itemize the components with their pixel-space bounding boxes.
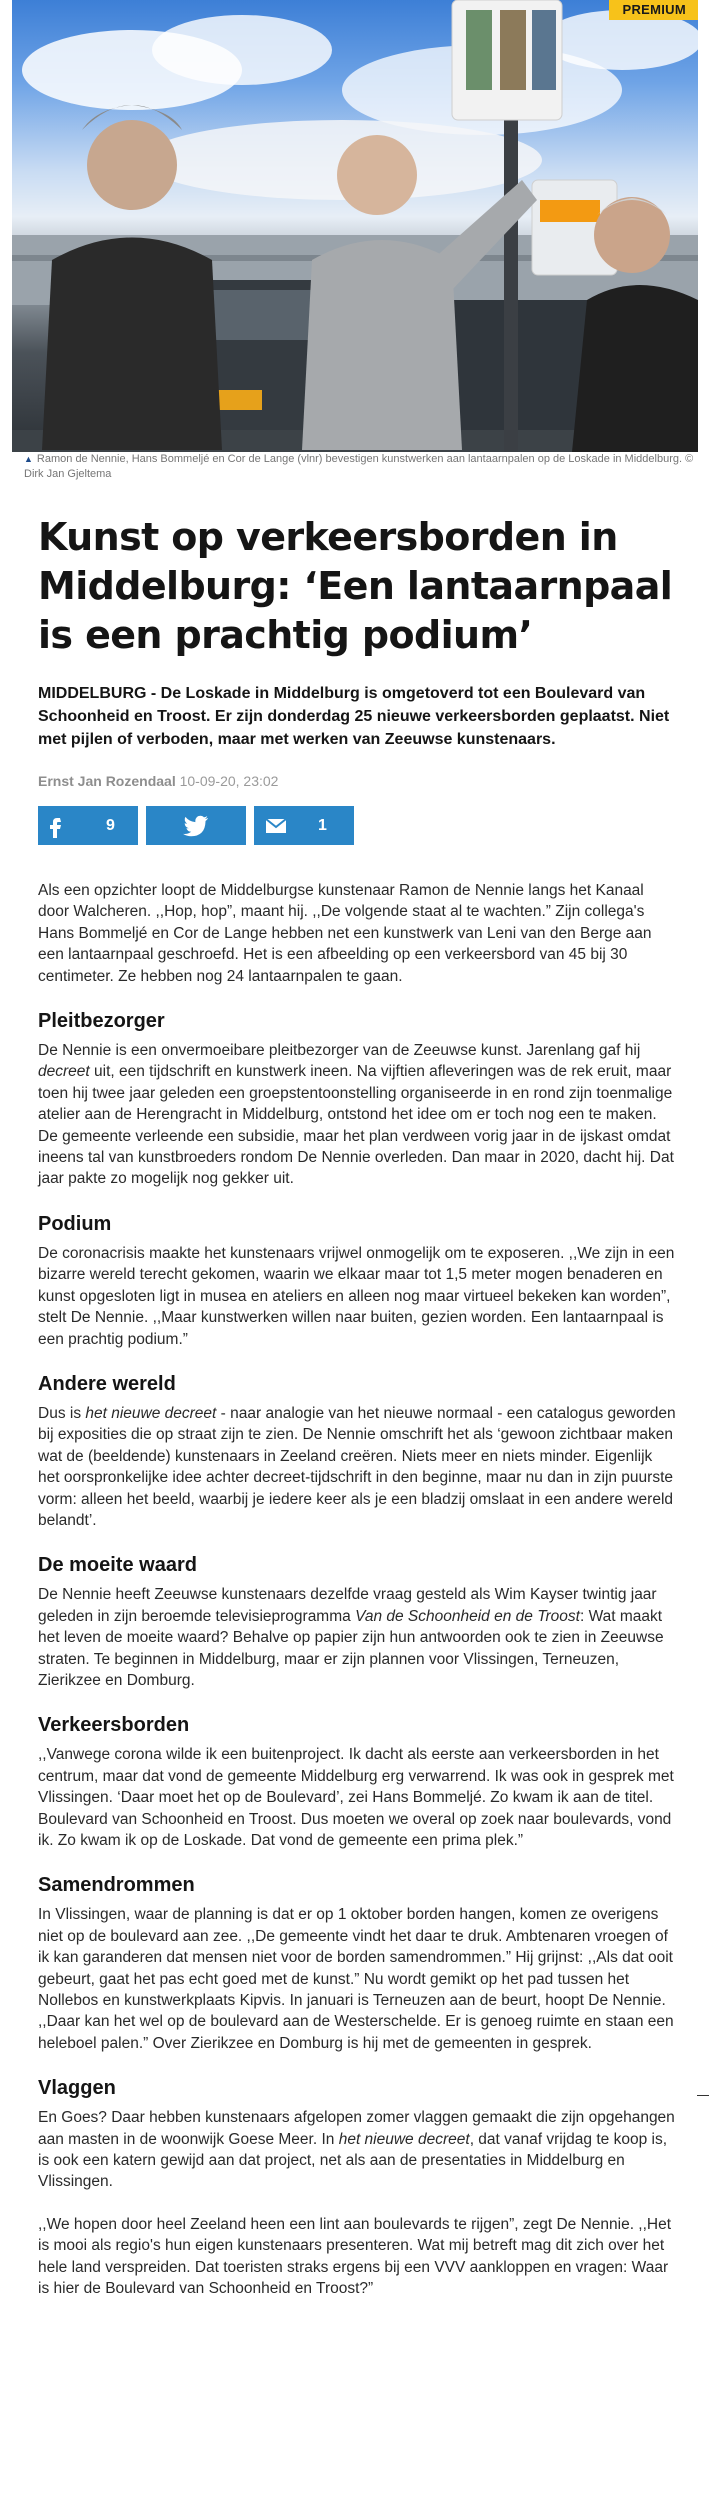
subheading-pleitbezorger: Pleitbezorger xyxy=(38,1010,165,1033)
article-headline: Kunst op verkeersborden in Middelburg: ‘Een lantaarnpaal is een prachtig podium’ xyxy=(38,515,673,657)
subheading-samendrommen: Samendrommen xyxy=(38,1874,195,1897)
paragraph-vlaggen: En Goes? Daar hebben kunstenaars afgelopen zomer vlaggen gemaakt die zijn opgehangen aan masten in de woonwijk Goese Meer. In het nieuwe decreet, dat vanaf vrijdag te koop is, is ook een katern gewijd aan dat project, net als aan de presentaties in Middelburg en Vlissingen. xyxy=(38,2109,675,2191)
paragraph-samendrommen: In Vlissingen, waar de planning is dat er op 1 oktober borden hangen, komen ze overigens niet op de boulevard aan zee. ,,De gemeente vindt het daar te druk. Ambtenaren vroegen of ik kan garanderen dat mensen niet voor de borden samendrommen.” Hij grijnst: ,,Als dat ooit gebeurt, gaat het pas echt goed met de kunst.” Nu wordt gemikt op het pad tussen het Nollebos en kunstwerkplaats Kipvis. In januari is Terneuzen aan de beurt, hoopt De Nennie. ,,Daar kan het wel op de boulevard aan de Westerschelde. Er is genoeg ruimte en staan een heleboel palen.” Over Zierikzee en Domburg is hij met de gemeenten in gesprek. xyxy=(38,1906,674,2052)
nieuwe-decreet-title-2: het nieuwe decreet xyxy=(338,2130,470,2148)
twitter-icon xyxy=(183,815,209,837)
premium-badge: PREMIUM xyxy=(609,0,699,20)
article-lead: MIDDELBURG - De Loskade in Middelburg is omgetoverd tot een Boulevard van Schoonheid en Troost. Er zijn donderdag 25 nieuwe verkeersborden geplaatst. Niet met pijlen of verboden, maar met werken van Zeeuwse kunstenaars. xyxy=(38,685,670,748)
subheading-podium: Podium xyxy=(38,1212,112,1235)
publish-datetime: 10-09-20, 23:02 xyxy=(179,773,279,789)
facebook-share-button[interactable] xyxy=(38,806,138,845)
article-body xyxy=(38,880,678,2321)
paragraph-closing: ,,We hopen door heel Zeeland heen een lint aan boulevards te rijgen”, zegt De Nennie. ,,Het is mooi als regio's hun eigen kunstenaars presenteren. Wat mij betreft mag dit zich over het hele land verspreiden. Dat toeristen straks ergens bij een VVV aankloppen en vragen: Waar is hier de Boulevard van Schoonheid en Troost?” xyxy=(38,2215,672,2298)
edge-marker xyxy=(697,2095,709,2096)
paragraph-intro: Als een opzichter loopt de Middelburgse kunstenaar Ramon de Nennie langs het Kanaal door Walcheren. ,,Hop, hop”, maant hij. ,,De volgende staat al te wachten.” Zijn collega's Hans Bommeljé en Cor de Lange hebben net een kunstwerk van Leni van den Berge aan een lantaarnpaal geschroefd. Het is een afbeelding op een verkeersbord van 45 bij 30 centimeter. Ze hebben nog 24 lantaarnpalen te gaan. xyxy=(38,882,652,985)
paragraph-podium: De coronacrisis maakte het kunstenaars vrijwel onmogelijk om te exposeren. ,,We zijn in een bizarre wereld terecht gekomen, waarin we elkaar maar tot 1,5 meter mogen benaderen en kunst opgesloten ligt in musea en ateliers en alleen nog maar virtueel bekeken kan worden”, stelt De Nennie. ,,Maar kunstwerken willen naar buiten, gezien worden. Een lantaarnpaal is een prachtig podium.” xyxy=(38,1244,675,1348)
hero-illustration xyxy=(12,0,698,452)
paragraph-pleitbezorger: De Nennie is een onvermoeibare pleitbezorger van de Zeeuwse kunst. Jarenlang gaf hij decreet uit, een tijdschrift en kunstwerk ineen. Na vijftien afleveringen was de rek eruit, maar toen hij twee jaar geleden een groepstentoonstelling organiseerde in en rond zijn toenmalige atelier aan de Herengracht in Middelburg, ontstond het idee om er toch nog een te maken. De gemeente verleende een subsidie, maar het plan verdween vorig jaar in de ijskast omdat ineens tal van kunstbroeders rondom De Nennie overleden. Dan maar in 2020, dacht hij. Dat jaar pakte zo mogelijk nog gekker uit. xyxy=(38,1042,674,1188)
mail-icon xyxy=(254,815,294,837)
subheading-andere-wereld: Andere wereld xyxy=(38,1372,176,1395)
decreet-title: decreet xyxy=(38,1063,90,1081)
paragraph-andere-wereld: Dus is het nieuwe decreet - naar analogie van het nieuwe normaal - een catalogus geworden bij exposities die op straat zijn te zien. De Nennie omschrift het als ‘gewoon zichtbaar maken wat de (beeldende) kunstenaars in Zeeland creëren. Niets meer en niets minder. Eigenlijk het oorspronkelijke idee achter decreet-tijdschrift in den beginne, maar nu dan in zijn puurste vorm: alleen het beeld, waarbij je iedere keer als je een bladzij omslaat in een andere wereld belandt’. xyxy=(38,1404,676,1529)
nieuwe-decreet-title: het nieuwe decreet xyxy=(85,1404,217,1422)
byline xyxy=(38,773,278,789)
hero-photo xyxy=(12,0,698,452)
subheading-verkeersborden: Verkeersborden xyxy=(38,1714,190,1737)
subheading-vlaggen: Vlaggen xyxy=(38,2077,116,2100)
twitter-share-button[interactable] xyxy=(146,806,246,845)
caption-text: Ramon de Nennie, Hans Bommeljé en Cor de Lange (vlnr) bevestigen kunstwerken aan lantaarnpalen op de Loskade in Middelburg. © Dirk Jan Gjeltema xyxy=(24,453,694,480)
paragraph-moeite-waard: De Nennie heeft Zeeuwse kunstenaars dezelfde vraag gesteld als Wim Kayser twintig jaar geleden in zijn beroemde televisieprogramma Van de Schoonheid en de Troost: Wat maakt het leven de moeite waard? Behalve op papier zijn hun antwoorden ook te zien in Zeeuwse straten. Te beginnen in Middelburg, maar er zijn plannen voor Vlissingen, Terneuzen, Zierikzee en Domburg. xyxy=(38,1586,664,1689)
photo-caption xyxy=(24,452,700,482)
facebook-share-count: 9 xyxy=(106,816,115,834)
subheading-moeite-waard: De moeite waard xyxy=(38,1554,197,1577)
mail-share-button[interactable] xyxy=(254,806,354,845)
tv-program-title: Van de Schoonheid en de Troost xyxy=(355,1607,580,1625)
facebook-icon xyxy=(38,814,78,838)
author-name[interactable]: Ernst Jan Rozendaal xyxy=(38,773,176,789)
caption-triangle-icon: ▲ xyxy=(24,454,33,464)
paragraph-verkeersborden: ,,Vanwege corona wilde ik een buitenproject. Ik dacht als eerste aan verkeersborden in het centrum, maar dat vond de gemeente Middelburg erg verwarrend. Ik was ook in gesprek met Vlissingen. ‘Daar moet het op de Boulevard’, zei Hans Bommeljé. Zo kwam ik aan de titel. Boulevard van Schoonheid en Troost. Dus moeten we overal op zoek naar boulevards, vond ik. Zo kwam ik op de Loskade. Dat vond de gemeente een prima plek.” xyxy=(38,1746,674,1849)
mail-share-count: 1 xyxy=(318,816,327,834)
